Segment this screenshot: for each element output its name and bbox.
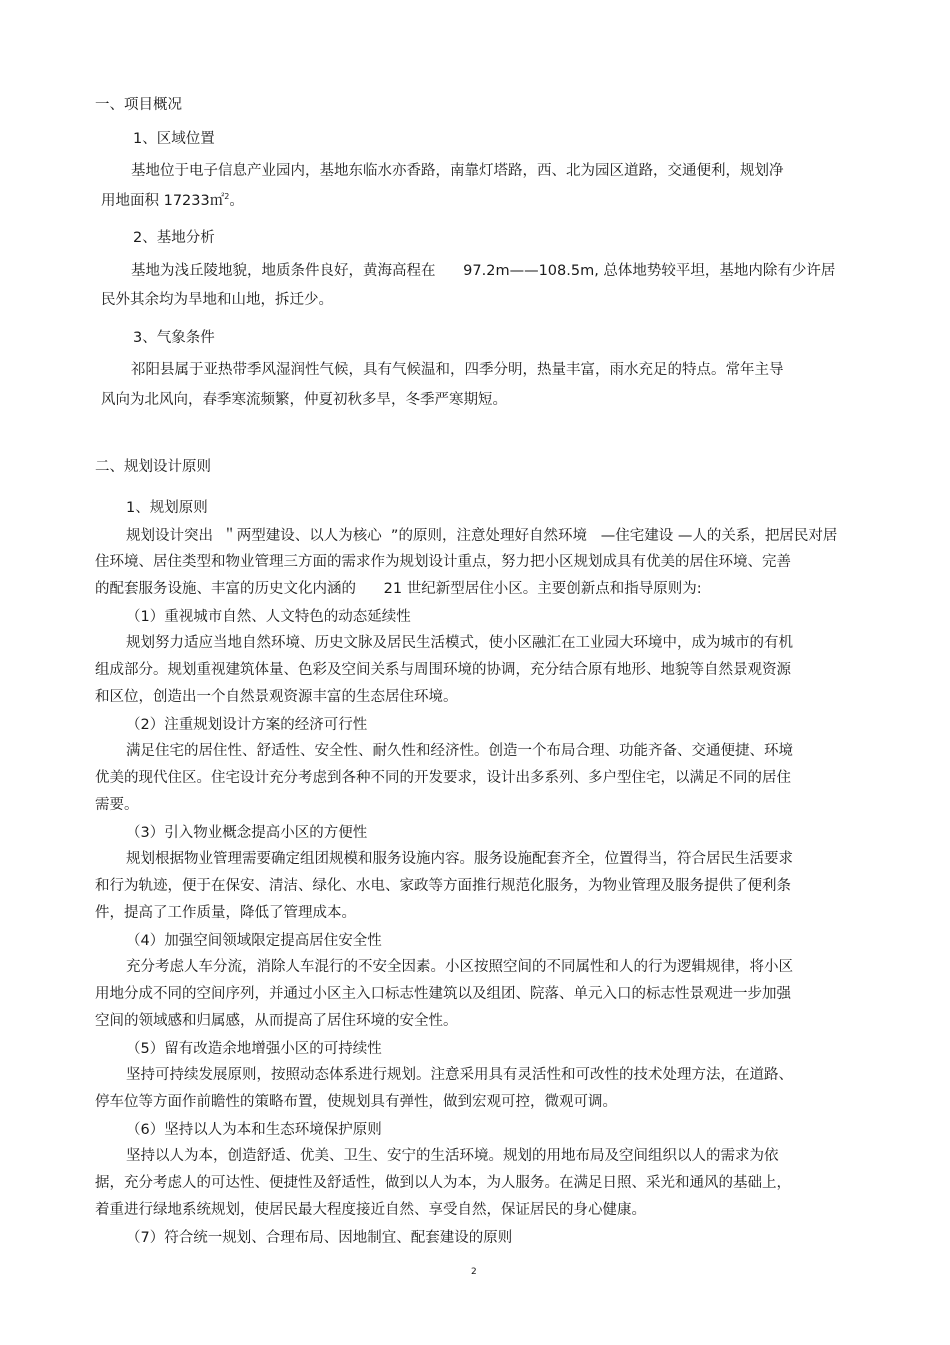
area-end: 。: [229, 193, 244, 209]
paragraph-line: 坚持以人为本，创造舒适、优美、卫生、安宁的生活环境。规划的用地布局及空间组织以人的需求为依: [126, 1148, 779, 1164]
paragraph-line: 住环境、居住类型和物业管理三方面的需求作为规划设计重点，努力把小区规划成具有优美的居住环境、完善: [95, 554, 791, 570]
paragraph-line: 满足住宅的居住性、舒适性、安全性、耐久性和经济性。创造一个布局合理、功能齐备、交通便捷、环境: [126, 743, 793, 759]
paragraph-line: 规划努力适应当地自然环境、历史文脉及居民生活模式，使小区融汇在工业园大环境中，成为城市的有机: [126, 635, 793, 651]
paragraph-line: 民外其余均为旱地和山地，拆迁少。: [101, 292, 333, 308]
paragraph-line: 基地为浅丘陵地貌，地质条件良好，黄海高程在 97.2m——108.5m, 总体地势较平坦，基地内除有少许居: [131, 263, 836, 279]
paragraph-line: 优美的现代住区。住宅设计充分考虑到各种不同的开发要求，设计出多系列、多户型住宅，以满足不同的居住: [95, 770, 791, 786]
principle-title: （5）留有改造余地增强小区的可持续性: [126, 1041, 382, 1057]
paragraph-line: 用地分成不同的空间序列，并通过小区主入口标志性建筑以及组团、院落、单元入口的标志性景观进一步加强: [95, 986, 791, 1002]
subheading-site-analysis: 2、基地分析: [133, 230, 215, 246]
section-2-heading: 二、规划设计原则: [95, 459, 211, 475]
subheading-location: 1、区域位置: [133, 131, 215, 147]
paragraph-line: 件，提高了工作质量，降低了管理成本。: [95, 905, 356, 921]
paragraph-line-area: [101, 192, 244, 210]
principle-title: （1）重视城市自然、人文特色的动态延续性: [126, 609, 411, 625]
paragraph-line: 据，充分考虑人的可达性、便捷性及舒适性，做到以人为本，为人服务。在满足日照、采光和通风的基础上，: [95, 1175, 791, 1191]
principle-title: （7）符合统一规划、合理布局、因地制宜、配套建设的原则: [126, 1230, 513, 1246]
paragraph-line: 充分考虑人车分流，消除人车混行的不安全因素。小区按照空间的不同属性和人的行为逻辑规律，将小区: [126, 959, 793, 975]
paragraph-line: 和区位，创造出一个自然景观资源丰富的生态居住环境。: [95, 689, 458, 705]
paragraph-line: 着重进行绿地系统规划，使居民最大程度接近自然、享受自然，保证居民的身心健康。: [95, 1202, 646, 1218]
area-text: 用地面积 17233㎡: [101, 193, 225, 209]
page-number: 2: [471, 1267, 477, 1277]
paragraph-line: 组成部分。规划重视建筑体量、色彩及空间关系与周围环境的协调，充分结合原有地形、地貌等自然景观资源: [95, 662, 791, 678]
area-superscript: 2: [224, 192, 230, 202]
principle-title: （3）引入物业概念提高小区的方便性: [126, 825, 368, 841]
paragraph-line: 停车位等方面作前瞻性的策略布置，使规划具有弹性，做到宏观可控，微观可调。: [95, 1094, 617, 1110]
paragraph-line: 祁阳县属于亚热带季风湿润性气候，具有气候温和，四季分明，热量丰富，雨水充足的特点。常年主导: [131, 362, 784, 378]
paragraph-line: 的配套服务设施、丰富的历史文化内涵的 21 世纪新型居住小区。主要创新点和指导原则为:: [95, 581, 702, 597]
paragraph-line: 基地位于电子信息产业园内，基地东临水亦香路，南靠灯塔路，西、北为园区道路，交通便利，规划净: [131, 163, 784, 179]
paragraph-line: 空间的领域感和归属感，从而提高了居住环境的安全性。: [95, 1013, 458, 1029]
paragraph-line: 需要。: [95, 797, 139, 813]
paragraph-line: 规划设计突出 ＂两型建设、以人为核心 ”的原则，注意处理好自然环境 —住宅建设 —人的关系，把居民对居: [126, 528, 838, 544]
section-1-heading: 一、项目概况: [95, 97, 182, 113]
principle-title: （6）坚持以人为本和生态环境保护原则: [126, 1122, 382, 1138]
principle-title: （2）注重规划设计方案的经济可行性: [126, 717, 368, 733]
paragraph-line: 规划根据物业管理需要确定组团规模和服务设施内容。服务设施配套齐全，位置得当，符合居民生活要求: [126, 851, 793, 867]
subheading-planning-principles: 1、规划原则: [126, 500, 208, 516]
paragraph-line: 坚持可持续发展原则，按照动态体系进行规划。注意采用具有灵活性和可改性的技术处理方法，在道路、: [126, 1067, 793, 1083]
principle-title: （4）加强空间领域限定提高居住安全性: [126, 933, 382, 949]
paragraph-line: 风向为北风向，春季寒流频繁，仲夏初秋多旱，冬季严寒期短。: [101, 392, 507, 408]
subheading-climate: 3、气象条件: [133, 330, 215, 346]
paragraph-line: 和行为轨迹，便于在保安、清洁、绿化、水电、家政等方面推行规范化服务，为物业管理及服务提供了便利条: [95, 878, 791, 894]
